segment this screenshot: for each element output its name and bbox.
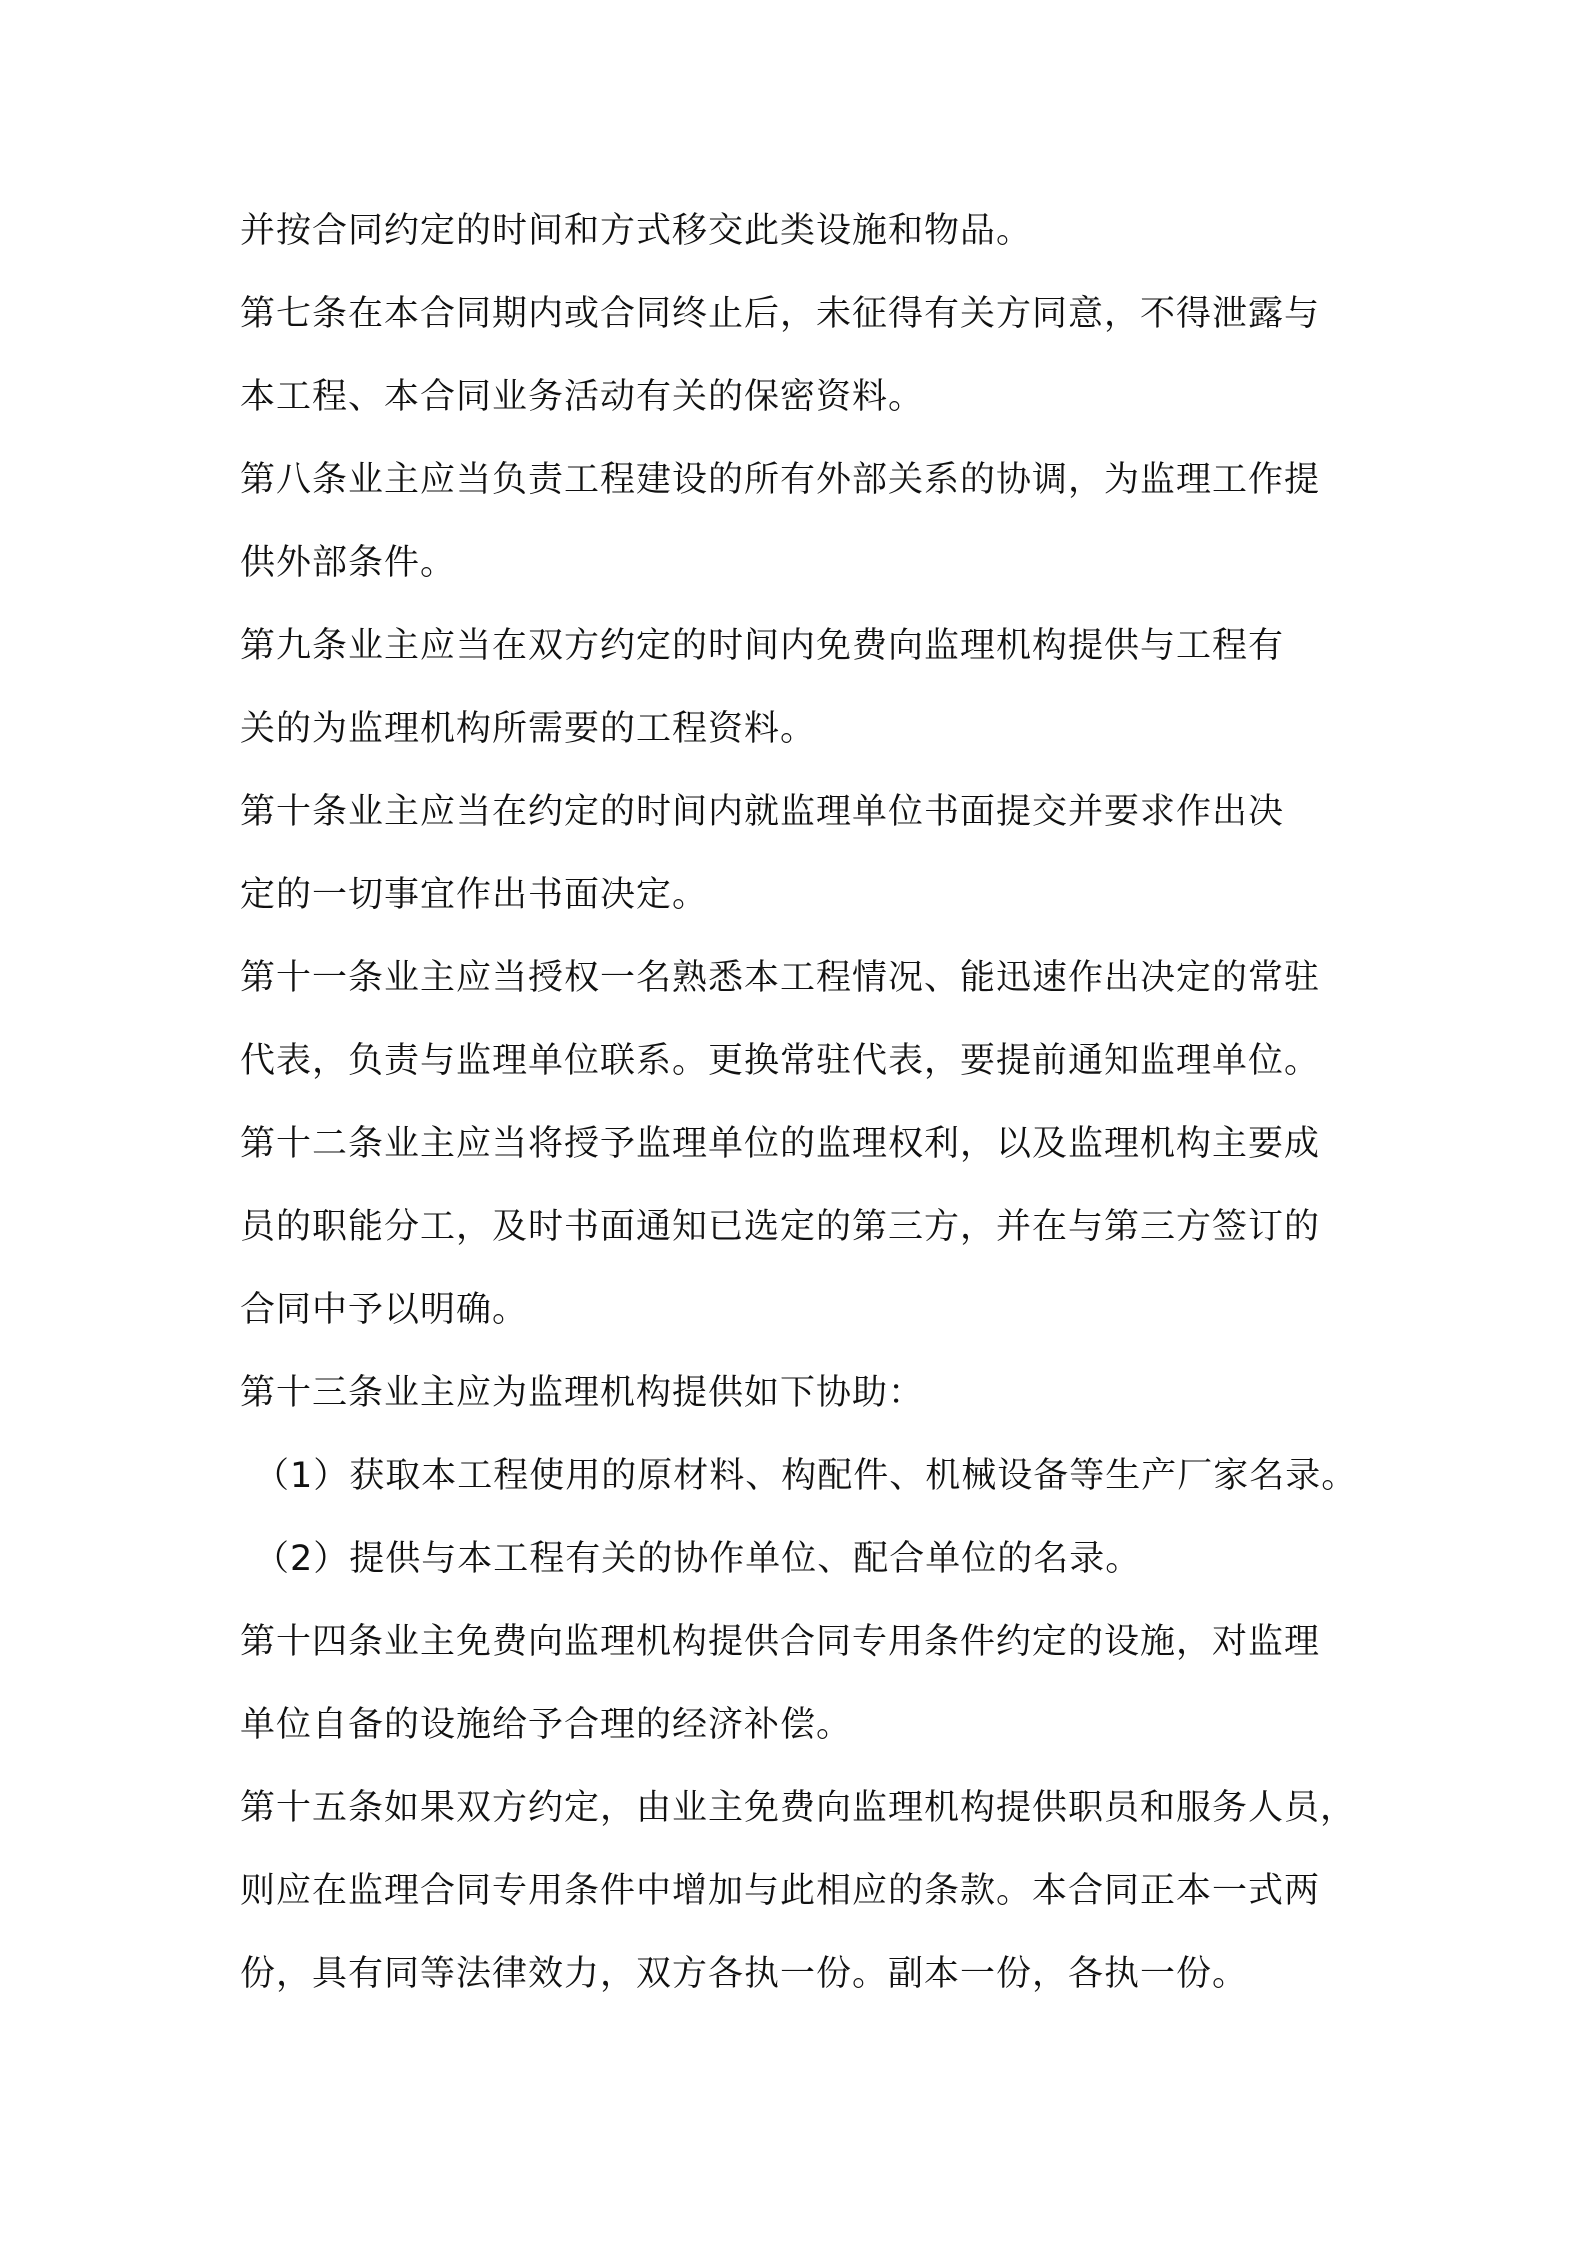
text-line: 第十一条业主应当授权一名熟悉本工程情况、能迅速作出决定的常驻 [240, 958, 1321, 998]
text-line: 第八条业主应当负责工程建设的所有外部关系的协调，为监理工作提 [240, 460, 1321, 500]
text-line: 并按合同约定的时间和方式移交此类设施和物品。 [240, 211, 1033, 251]
text-line: 供外部条件。 [240, 543, 457, 583]
text-line: 合同中予以明确。 [240, 1290, 529, 1330]
text-line: 第十二条业主应当将授予监理单位的监理权利，以及监理机构主要成 [240, 1124, 1321, 1164]
text-line: 代表，负责与监理单位联系。更换常驻代表，要提前通知监理单位。 [240, 1041, 1321, 1081]
text-line: 则应在监理合同专用条件中增加与此相应的条款。本合同正本一式两 [240, 1871, 1321, 1911]
text-line: 员的职能分工，及时书面通知已选定的第三方，并在与第三方签订的 [240, 1207, 1321, 1247]
text-line: 本工程、本合同业务活动有关的保密资料。 [240, 377, 925, 417]
text-line: 第九条业主应当在双方约定的时间内免费向监理机构提供与工程有 [240, 626, 1285, 666]
text-line: 第十条业主应当在约定的时间内就监理单位书面提交并要求作出决 [240, 792, 1285, 832]
text-line: 第十五条如果双方约定，由业主免费向监理机构提供职员和服务人员， [240, 1788, 1357, 1828]
text-line: 单位自备的设施给予合理的经济补偿。 [240, 1705, 853, 1745]
text-line: 关的为监理机构所需要的工程资料。 [240, 709, 817, 749]
text-line: 份，具有同等法律效力，双方各执一份。副本一份，各执一份。 [240, 1954, 1249, 1994]
list-item: （1）获取本工程使用的原材料、构配件、机械设备等生产厂家名录。 [254, 1456, 1358, 1496]
text-line: 第七条在本合同期内或合同终止后，未征得有关方同意，不得泄露与 [240, 294, 1321, 334]
list-item: （2）提供与本工程有关的协作单位、配合单位的名录。 [254, 1539, 1142, 1579]
text-line: 定的一切事宜作出书面决定。 [240, 875, 709, 915]
document-body [240, 190, 1370, 2016]
text-line: 第十四条业主免费向监理机构提供合同专用条件约定的设施，对监理 [240, 1622, 1321, 1662]
text-line: 第十三条业主应为监理机构提供如下协助： [240, 1373, 925, 1413]
